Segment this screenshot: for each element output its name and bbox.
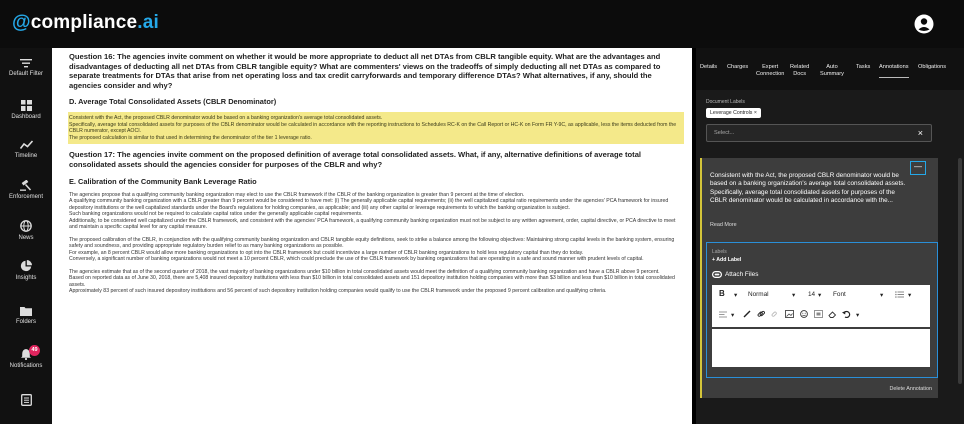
paragraph-line: Based on reported data as of June 30, 2018, there are 5,408 insured depository institutions with less than $10 billion in total consolidated assets and 151 depository institution holding companies with more than $3 billion and less than $10 billion in total consolidated assets. [69,275,675,288]
sidebar-item-dashboard[interactable] [0,100,52,120]
tab-tasks[interactable]: Tasks [856,64,871,70]
embed-icon[interactable] [814,310,823,318]
paragraph-line: Such banking organizations would not be required to calculate capital ratios under the generally applicable capital requirements. [69,211,363,218]
sidebar-label: Folders [15,319,36,325]
font-family-select[interactable]: Font [833,291,846,298]
labels-caption: Labels [712,249,727,255]
annotation-menu-button[interactable]: — [910,161,926,175]
tab-obligations[interactable]: Obligations [918,64,946,70]
user-account-icon[interactable] [914,14,934,34]
sidebar [0,48,52,424]
notification-count-badge: 49 [29,345,40,356]
annotation-card[interactable] [700,158,938,398]
chip-close-icon[interactable]: × [753,110,757,116]
section-heading-d: D. Average Total Consolidated Assets (CBLR Denominator) [69,97,277,107]
link-icon[interactable] [757,310,765,318]
attach-files-button[interactable]: Attach Files [712,271,758,278]
rich-text-toolbar [712,285,930,327]
text-style-select[interactable]: Normal [748,291,769,298]
chevron-down-icon[interactable]: ▾ [880,292,884,299]
read-more-link[interactable]: Read More [710,222,737,228]
sidebar-label: Timeline [14,153,38,159]
paragraph-line: The agencies estimate that as of the second quarter of 2018, the vast majority of banking organizations under $10 billion in total consolidated assets would meet the definition of a qualifying community banking organization and have a CBLR above 9 percent. [69,268,660,275]
sidebar-label: News [18,235,34,241]
clear-icon[interactable]: × [917,128,923,138]
dashboard-icon [21,100,32,111]
annotation-text-input[interactable] [712,329,930,367]
chevron-down-icon[interactable]: ▾ [734,292,738,299]
sidebar-label: Dashboard [11,114,41,120]
label-chip[interactable]: Leverage Controls × [706,108,761,118]
highlight-line: Consistent with the Act, the proposed CBLR denominator would be based on a banking organization's average total consolidated assets. [69,115,383,122]
pen-icon[interactable] [743,310,751,318]
paragraph-line: For example, an 8 percent CBLR would allow more banking organizations to opt into the CBLR framework but could incentivize a large number of CBLR banking organizations to hold less regulatory capital than they do today. [69,249,584,256]
sidebar-item-documents[interactable] [0,394,52,406]
emoji-icon[interactable] [800,310,808,318]
bold-button[interactable]: B [719,289,725,298]
document-viewer[interactable] [52,48,692,424]
select-placeholder: Select... [714,130,735,136]
list-icon[interactable] [895,291,904,298]
sidebar-item-notifications[interactable] [0,348,52,369]
highlight-line: The proposed calculation is similar to that used in determining the denominator of the tier 1 leverage ratio. [69,134,312,141]
tab-auto-summary[interactable]: Auto Summary [820,64,844,77]
pie-chart-icon [20,260,32,272]
sidebar-label: Insights [15,275,37,281]
globe-icon [20,220,32,232]
label-select[interactable] [706,124,932,142]
sidebar-item-default-filter[interactable] [0,58,52,77]
sidebar-label: Default Filter [8,71,43,77]
highlight-line: Specifically, average total consolidated assets for purposes of the CBLR denominator would be calculated in accordance with the reporting instructions to Schedules RC-K on the Call Report or HC-K on Form FR Y-9C, as applicable, less the items deducted from the CBLR numerator, except AOCI. [69,121,677,135]
paragraph-line: Conversely, a significant number of banking organizations would not meet a 10 percent CBLR, which could preclude the use of the CBLR framework by banking organizations that are operating in a safe and sound manner with prudent levels of capital. [69,256,644,263]
paragraph-line: The agencies propose that a qualifying community banking organization may elect to use the CBLR framework if the CBLR of the banking organization is greater than 9 percent at the time of election. [69,191,525,198]
eraser-icon[interactable] [828,310,837,318]
sidebar-item-timeline[interactable] [0,140,52,159]
tab-details[interactable]: Details [700,64,718,70]
folder-icon [20,306,32,316]
sidebar-item-insights[interactable] [0,260,52,281]
unlink-icon[interactable] [771,310,779,318]
tab-expert-connection[interactable]: Expert Connection [756,64,785,77]
paragraph-line: A qualifying community banking organization with a CBLR greater than 9 percent would be considered to have met: (i) The generally applicable capital requirements; (ii) the well capitalized capital ratio requirements under the agencies' PCA framework for insured depository institutions or the well capitalized standards under the Board's regulations for holding companies, as applicable; and (iii) any other capital or leverage requirements to which the banking organization is subject. [69,198,669,211]
paragraph-line: Approximately 83 percent of such insured depository institutions and 56 percent of such depository institution holding companies would qualify to use the CBLR framework under the proposed 9 percent calibration and qualifying criteria. [69,288,607,295]
chevron-down-icon[interactable]: ▾ [908,292,912,299]
annotation-text: Consistent with the Act, the proposed CBLR denominator would be based on a banking organization's average total consolidated assets. Specifically, average total consolidated assets for purposes of the CBLR denominator would be calculated in accordance with the... [710,172,906,205]
top-bar [0,0,964,48]
panel-scrollbar[interactable] [958,158,962,384]
timeline-icon [20,140,33,150]
app-logo[interactable]: @compliance.ai [12,12,160,33]
font-size-select[interactable]: 14 [808,291,816,298]
add-label-button[interactable]: + Add Label [712,257,742,263]
sidebar-item-news[interactable] [0,220,52,241]
paragraph-line: Additionally, to be considered well capitalized under the CBLR framework, and consistent with the agencies' PCA framework, a qualifying community banking organization must not be subject to any written agreement, order, capital directive, or PCA directive to meet and maintain a specific capital level for any capital measure. [69,217,676,231]
highlighted-annotation[interactable] [68,112,684,144]
tab-charges[interactable]: Charges [727,64,749,70]
undo-icon[interactable] [842,310,851,318]
annotation-editor [706,242,938,378]
align-icon[interactable] [719,311,727,318]
document-labels-caption: Document Labels [706,99,745,105]
sidebar-item-folders[interactable] [0,306,52,325]
question-16: Question 16: The agencies invite comment on whether it would be more appropriate to deduct all net DTAs from CBLR tangible equity. What are the advantages and disadvantages of deducting all net DTAs from CBLR tangible equity? What are commenters' views on the tradeoffs of simply deducting all net DTAs as compared to separate treatments for DTAs that arise from net operating loss and tax credit carryforwards and temporary difference DTAs? What alternatives, if any, should the agencies consider and why? [69,52,661,90]
chevron-down-icon[interactable]: ▾ [856,312,860,319]
logo-at-icon: @ [12,12,31,33]
chevron-down-icon[interactable]: ▾ [818,292,822,299]
tab-related-docs[interactable]: Related Docs [790,64,810,77]
document-icon [21,394,32,406]
gavel-icon [20,180,32,191]
question-17: Question 17: The agencies invite comment on the proposed definition of average total consolidated assets. What, if any, alternative definitions of average total consolidated assets should the agencies consider for purposes of the CBLR and why? [69,150,642,169]
sidebar-label: Enforcement [8,194,44,200]
delete-annotation-button[interactable]: Delete Annotation [889,386,932,392]
section-heading-e: E. Calibration of the Community Bank Leverage Ratio [69,176,257,186]
sidebar-item-enforcement[interactable] [0,180,52,200]
image-icon[interactable] [785,310,794,318]
right-panel [696,48,964,424]
panel-tabs [696,48,964,90]
chevron-down-icon[interactable]: ▾ [731,312,735,319]
paragraph-line: The proposed calibration of the CBLR, in conjunction with the qualifying community banking organization and CBLR tangible equity definitions, seek to strike a balance among the following objectives: Maintaining strong capital levels in the banking system, ensuring safety and soundness, and providing appropriate regulatory burden relief to as many banking organizations as possible. [69,236,675,250]
sidebar-label: Notifications [9,363,43,369]
filter-icon [20,58,32,68]
tab-annotations[interactable]: Annotations [879,64,909,78]
chevron-down-icon[interactable]: ▾ [792,292,796,299]
paperclip-icon [712,271,722,278]
